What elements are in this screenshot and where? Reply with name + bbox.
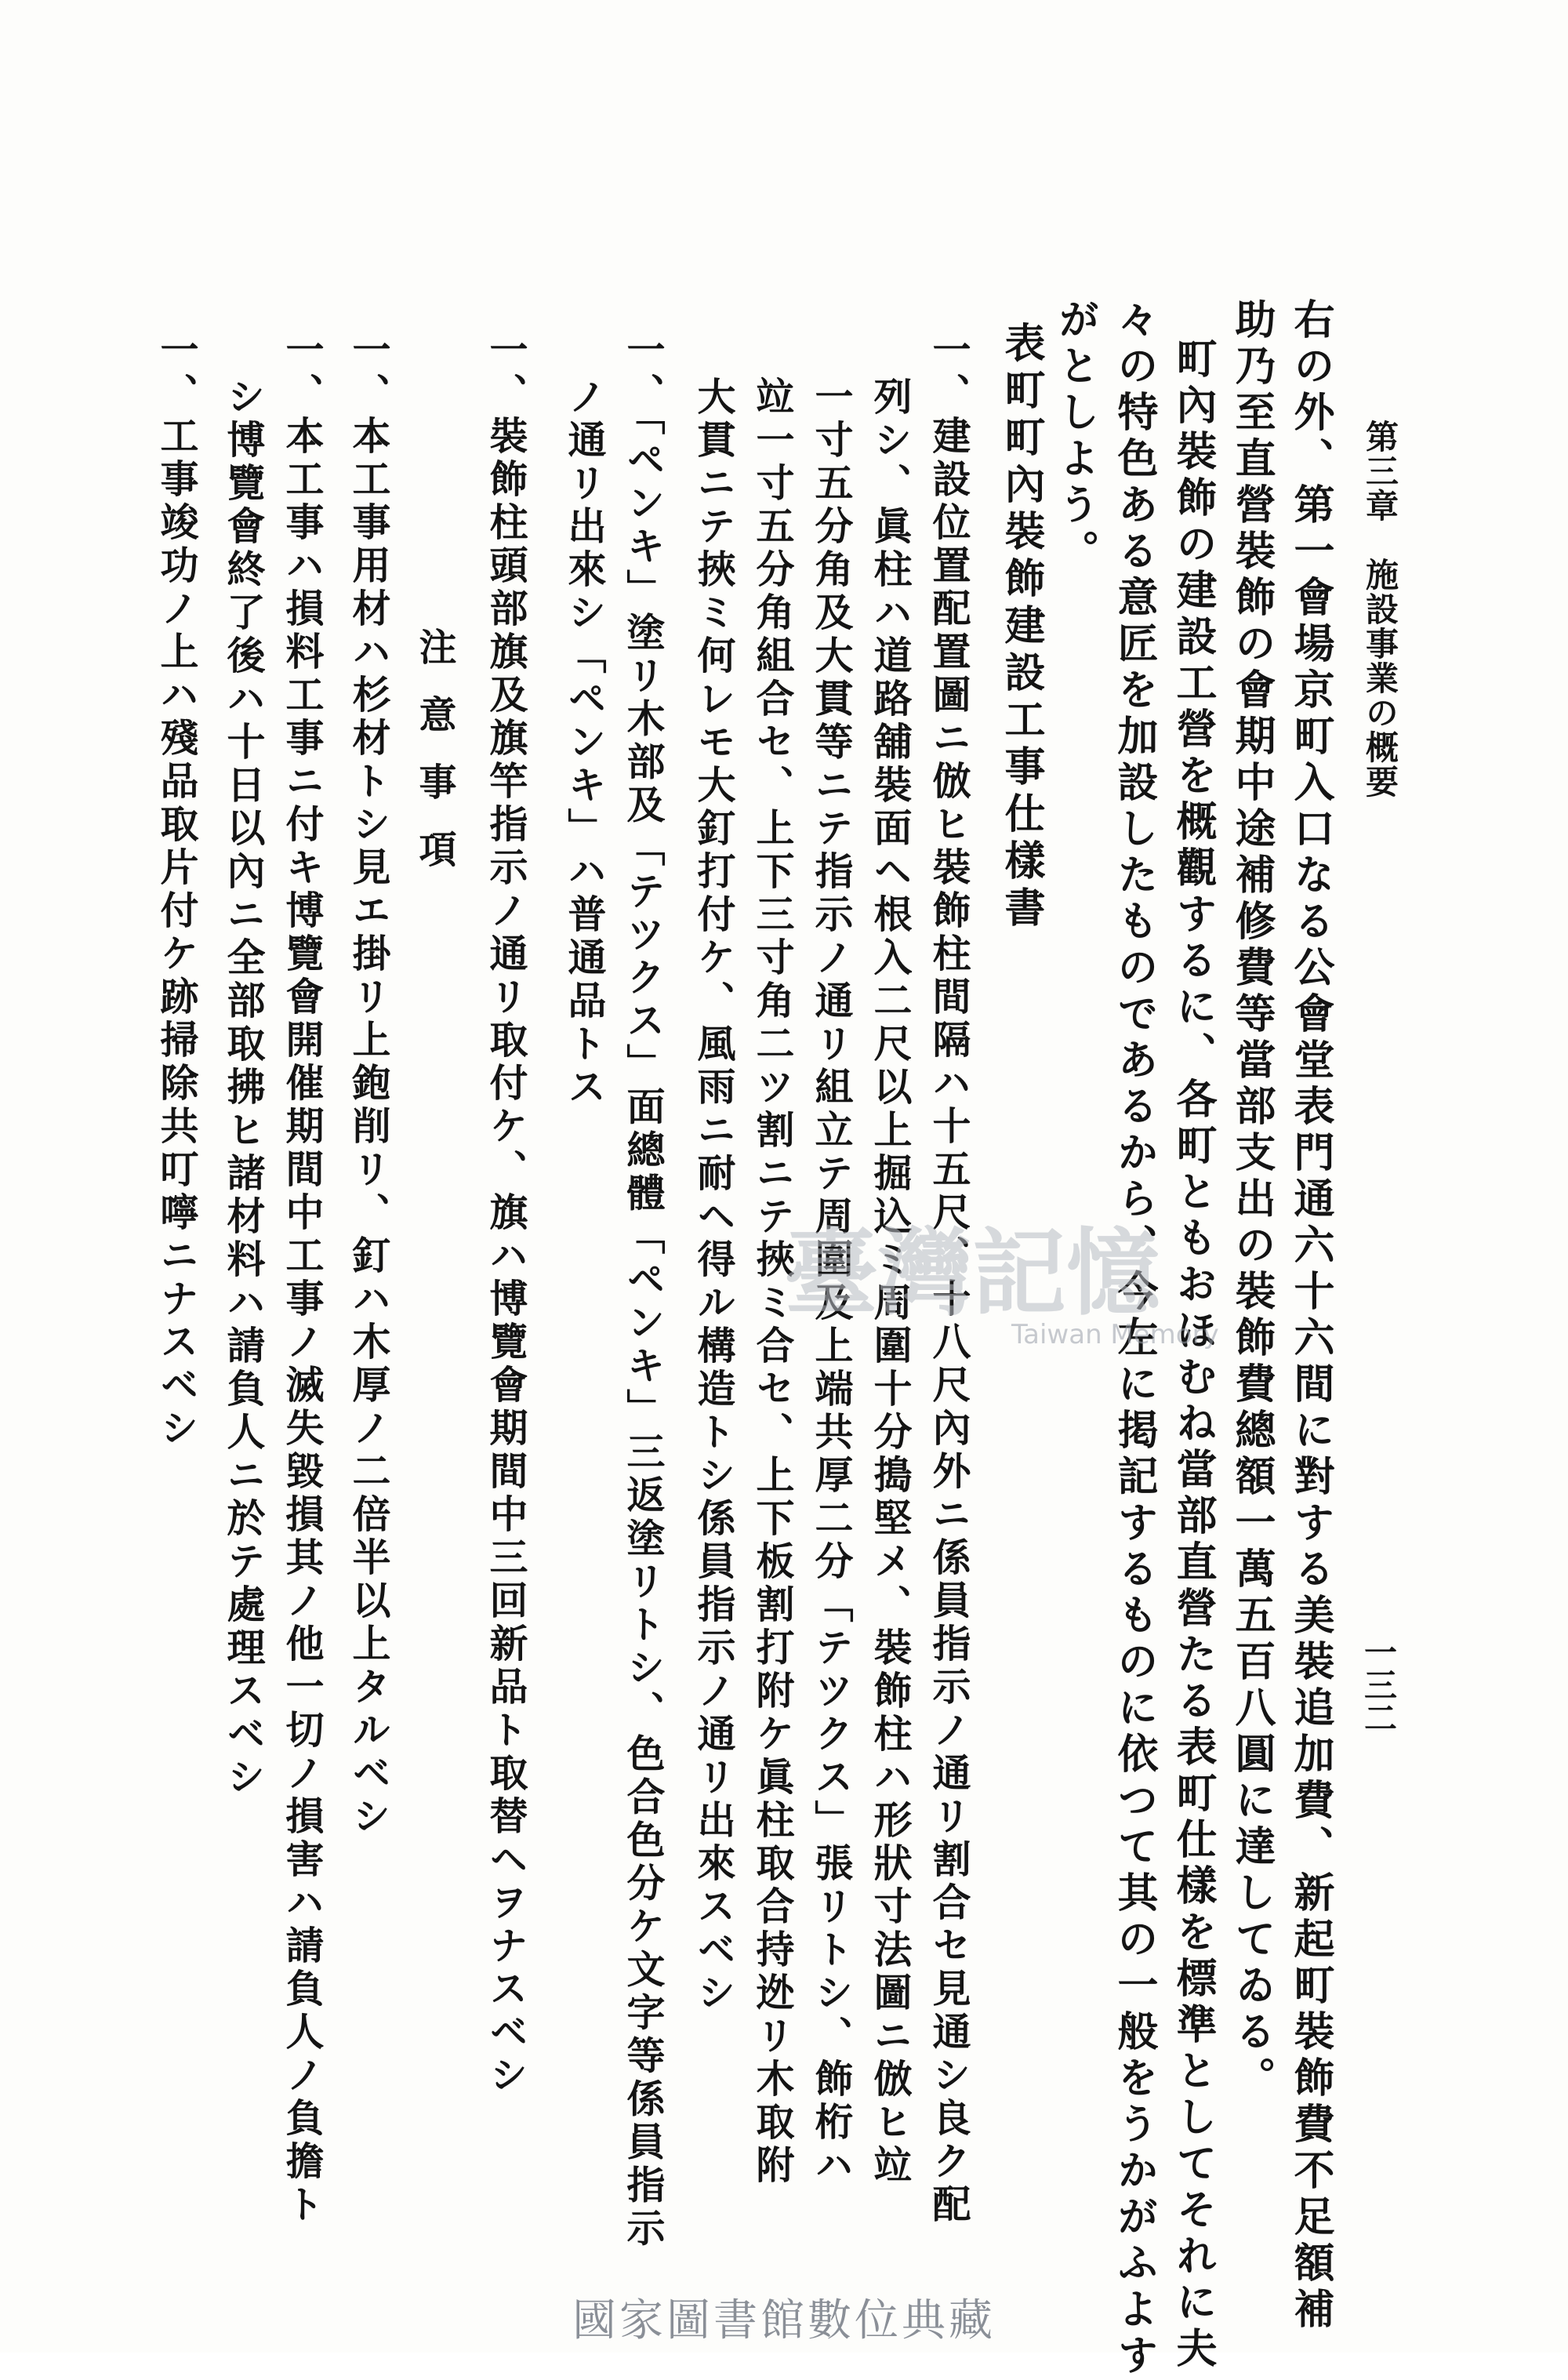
notes-item-2: 一、本工事ハ損料工事ニ付キ博覽會開催期間中工事ノ滅失毀損其ノ他一切ノ損害ハ請負人ノ負擔ト (280, 329, 325, 2227)
intro-line-2: 助乃至直營裝飾の會期中途補修費等當部支出の裝飾費總額一萬五百八圓に達してゐる。 (1228, 298, 1276, 2102)
intro-line-4: 々の特色ある意匠を加設したものであるから、今左に掲記するものに依つて其の一般をうかがふよす (1110, 298, 1158, 2380)
intro-line-1: 右の外、第一會場京町入口なる公會堂表門通六十六間に對する美裝追加費、新起町裝飾費不足額補 (1287, 298, 1334, 2334)
spec-item-1-cont-b: 一寸五分角及大貫等ニテ指示ノ通リ組立テ周圍及上端共厚二分「テツクス」張リトシ、飾桁ハ (809, 376, 855, 2188)
notes-item-3: 一、工事竣功ノ上ハ殘品取片付ケ跡掃除共叮嚀ニナスベシ (154, 329, 200, 1451)
notes-item-2-cont: シ博覽會終了後ハ十日以內ニ全部取拂ヒ諸材料ハ請負人ニ於テ處理スベシ (221, 376, 267, 1800)
taiwan-memory-watermark (776, 1212, 1301, 1353)
watermark-sub-text: Taiwan Memory (1011, 1319, 1219, 1350)
running-title: 第三章 施設事業の概要 (1361, 420, 1399, 799)
spec-item-3: 一、裝飾柱頭部旗及旗竿指示ノ通リ取付ケ、旗ハ博覽會期間中三回新品ト取替ヘヲナスベシ (484, 329, 529, 2098)
notes-item-1: 一、本工事用材ハ杉材トシ見エ掛リ上鉋削リ、釘ハ木厚ノ二倍半以上タルベシ (347, 329, 392, 1839)
spec-item-1-cont-a: 列シ、眞柱ハ道路舖裝面ヘ根入二尺以上掘込ミ周圍十分搗堅メ、裝飾柱ハ形狀寸法圖ニ倣ヒ竝 (868, 376, 913, 2188)
spec-item-1: 一、建設位置配置圖ニ倣ヒ裝飾柱間隔ハ十五尺、十八尺內外ニ係員指示ノ通リ割合セ見通シ良ク配 (927, 329, 972, 2227)
intro-line-5: がとしよう。 (1051, 298, 1099, 576)
spec-title: 表町町內裝飾建設工事仕樣書 (997, 322, 1045, 933)
notes-title: 注意事項 (412, 627, 456, 897)
spec-item-2: 一、「ペンキ」塗リ木部及「テツクス」面總體「ペンキ」三返塗リトシ、色合色分ケ文字等係員指示 (621, 329, 666, 2251)
intro-line-3: 町內裝飾の建設工營を概觀するに、各町ともおほむね當部直營たる表町仕樣を標準としてそれに夫 (1169, 337, 1217, 2373)
library-stamp: 國家圖書館數位典藏 (572, 2295, 996, 2346)
page-number: 一三二 (1359, 1635, 1398, 1734)
watermark-main-text: 臺灣記憶 (784, 1218, 1160, 1328)
spec-item-1-cont-d: 大貫ニテ挾ミ何レモ大釘打付ケ、風雨ニ耐ヘ得ル構造トシ係員指示ノ通リ出來スベシ (691, 376, 737, 2015)
spec-item-1-cont-c: 竝一寸五分角組合セ、上下三寸角二ツ割ニテ挾ミ合セ、上下板割打附ケ眞柱取合持迯リ木取附 (750, 376, 796, 2188)
spec-item-2-cont: ノ通リ出來シ「ペンキ」ハ普通品トス (562, 376, 608, 1110)
